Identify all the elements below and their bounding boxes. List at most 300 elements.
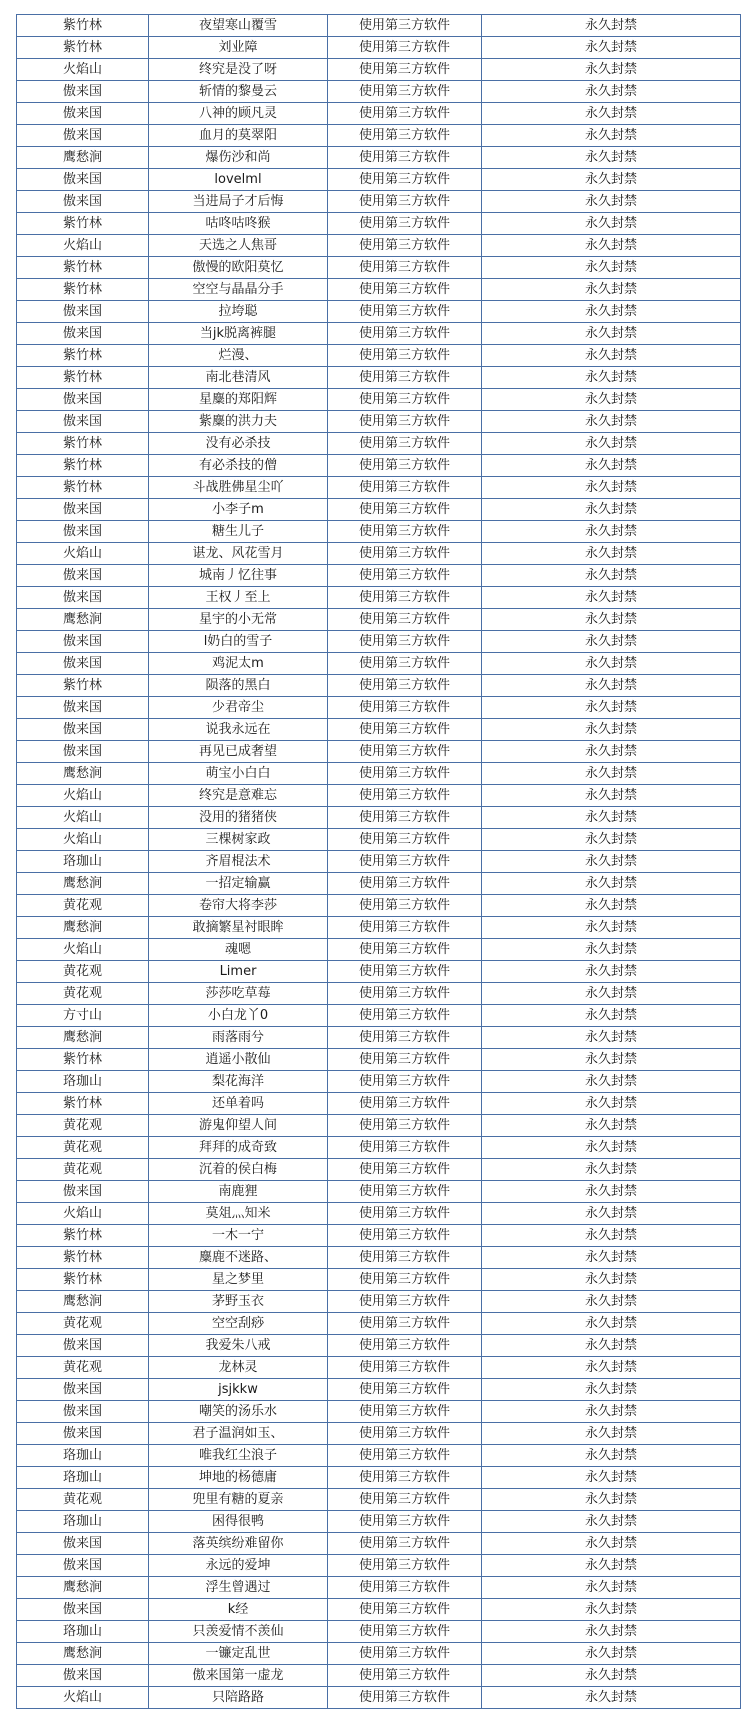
reason-cell: 使用第三方软件 bbox=[328, 1291, 482, 1313]
table-row bbox=[17, 763, 741, 785]
table-row bbox=[17, 1247, 741, 1269]
player-name-cell: 说我永远在 bbox=[149, 719, 328, 741]
penalty-cell: 永久封禁 bbox=[482, 917, 741, 939]
player-name-cell: 空空刮痧 bbox=[149, 1313, 328, 1335]
server-cell: 紫竹林 bbox=[17, 279, 149, 301]
reason-cell: 使用第三方软件 bbox=[328, 543, 482, 565]
server-cell: 傲来国 bbox=[17, 81, 149, 103]
penalty-cell: 永久封禁 bbox=[482, 1577, 741, 1599]
server-cell: 紫竹林 bbox=[17, 1049, 149, 1071]
player-name-cell: 一招定输赢 bbox=[149, 873, 328, 895]
player-name-cell: 一木一宁 bbox=[149, 1225, 328, 1247]
server-cell: 鹰愁涧 bbox=[17, 1577, 149, 1599]
table-row bbox=[17, 389, 741, 411]
player-name-cell: 没用的猪猪侠 bbox=[149, 807, 328, 829]
server-cell: 傲来国 bbox=[17, 103, 149, 125]
player-name-cell: 唯我红尘浪子 bbox=[149, 1445, 328, 1467]
table-row bbox=[17, 81, 741, 103]
server-cell: 鹰愁涧 bbox=[17, 1291, 149, 1313]
table-row bbox=[17, 1687, 741, 1709]
server-cell: 黄花观 bbox=[17, 1159, 149, 1181]
reason-cell: 使用第三方软件 bbox=[328, 1687, 482, 1709]
reason-cell: 使用第三方软件 bbox=[328, 1181, 482, 1203]
reason-cell: 使用第三方软件 bbox=[328, 477, 482, 499]
reason-cell: 使用第三方软件 bbox=[328, 653, 482, 675]
table-row bbox=[17, 1159, 741, 1181]
reason-cell: 使用第三方软件 bbox=[328, 1269, 482, 1291]
player-name-cell: 少君帝尘 bbox=[149, 697, 328, 719]
table-row bbox=[17, 1049, 741, 1071]
reason-cell: 使用第三方软件 bbox=[328, 1445, 482, 1467]
penalty-cell: 永久封禁 bbox=[482, 1181, 741, 1203]
server-cell: 鹰愁涧 bbox=[17, 1643, 149, 1665]
reason-cell: 使用第三方软件 bbox=[328, 1313, 482, 1335]
server-cell: 方寸山 bbox=[17, 1005, 149, 1027]
server-cell: 傲来国 bbox=[17, 125, 149, 147]
player-name-cell: 只陪路路 bbox=[149, 1687, 328, 1709]
player-name-cell: 游鬼仰望人间 bbox=[149, 1115, 328, 1137]
table-row bbox=[17, 565, 741, 587]
table-row bbox=[17, 1577, 741, 1599]
reason-cell: 使用第三方软件 bbox=[328, 895, 482, 917]
server-cell: 傲来国 bbox=[17, 1599, 149, 1621]
server-cell: 紫竹林 bbox=[17, 257, 149, 279]
player-name-cell: 浮生曾遇过 bbox=[149, 1577, 328, 1599]
penalty-cell: 永久封禁 bbox=[482, 1335, 741, 1357]
penalty-cell: 永久封禁 bbox=[482, 895, 741, 917]
penalty-cell: 永久封禁 bbox=[482, 851, 741, 873]
reason-cell: 使用第三方软件 bbox=[328, 37, 482, 59]
table-row bbox=[17, 1225, 741, 1247]
reason-cell: 使用第三方软件 bbox=[328, 1621, 482, 1643]
player-name-cell: 落英缤纷难留你 bbox=[149, 1533, 328, 1555]
player-name-cell: 嘲笑的汤乐水 bbox=[149, 1401, 328, 1423]
penalty-cell: 永久封禁 bbox=[482, 1599, 741, 1621]
penalty-cell: 永久封禁 bbox=[482, 1049, 741, 1071]
reason-cell: 使用第三方软件 bbox=[328, 1225, 482, 1247]
server-cell: 火焰山 bbox=[17, 543, 149, 565]
reason-cell: 使用第三方软件 bbox=[328, 1643, 482, 1665]
player-name-cell: 龙林灵 bbox=[149, 1357, 328, 1379]
table-row bbox=[17, 1115, 741, 1137]
server-cell: 鹰愁涧 bbox=[17, 609, 149, 631]
player-name-cell: 莫俎灬知米 bbox=[149, 1203, 328, 1225]
penalty-cell: 永久封禁 bbox=[482, 499, 741, 521]
table-row bbox=[17, 1181, 741, 1203]
penalty-cell: 永久封禁 bbox=[482, 1533, 741, 1555]
penalty-cell: 永久封禁 bbox=[482, 873, 741, 895]
reason-cell: 使用第三方软件 bbox=[328, 719, 482, 741]
player-name-cell: 三棵树家政 bbox=[149, 829, 328, 851]
server-cell: 紫竹林 bbox=[17, 1247, 149, 1269]
reason-cell: 使用第三方软件 bbox=[328, 1401, 482, 1423]
penalty-cell: 永久封禁 bbox=[482, 785, 741, 807]
player-name-cell: 沉着的侯白梅 bbox=[149, 1159, 328, 1181]
penalty-cell: 永久封禁 bbox=[482, 213, 741, 235]
penalty-cell: 永久封禁 bbox=[482, 345, 741, 367]
player-name-cell: 夜望寒山覆雪 bbox=[149, 15, 328, 37]
player-name-cell: 傲慢的欧阳莫忆 bbox=[149, 257, 328, 279]
player-name-cell: 茅野玉衣 bbox=[149, 1291, 328, 1313]
reason-cell: 使用第三方软件 bbox=[328, 807, 482, 829]
server-cell: 珞珈山 bbox=[17, 1511, 149, 1533]
table-row bbox=[17, 1335, 741, 1357]
penalty-cell: 永久封禁 bbox=[482, 1291, 741, 1313]
server-cell: 紫竹林 bbox=[17, 367, 149, 389]
reason-cell: 使用第三方软件 bbox=[328, 1379, 482, 1401]
reason-cell: 使用第三方软件 bbox=[328, 1049, 482, 1071]
table-row bbox=[17, 235, 741, 257]
player-name-cell: 王权丿至上 bbox=[149, 587, 328, 609]
reason-cell: 使用第三方软件 bbox=[328, 301, 482, 323]
reason-cell: 使用第三方软件 bbox=[328, 499, 482, 521]
penalty-cell: 永久封禁 bbox=[482, 631, 741, 653]
server-cell: 珞珈山 bbox=[17, 1071, 149, 1093]
server-cell: 鹰愁涧 bbox=[17, 873, 149, 895]
table-row bbox=[17, 1071, 741, 1093]
table-row bbox=[17, 433, 741, 455]
player-name-cell: 没有必杀技 bbox=[149, 433, 328, 455]
penalty-cell: 永久封禁 bbox=[482, 235, 741, 257]
server-cell: 傲来国 bbox=[17, 1665, 149, 1687]
penalty-cell: 永久封禁 bbox=[482, 1643, 741, 1665]
reason-cell: 使用第三方软件 bbox=[328, 213, 482, 235]
penalty-cell: 永久封禁 bbox=[482, 1093, 741, 1115]
server-cell: 紫竹林 bbox=[17, 675, 149, 697]
table-row bbox=[17, 1665, 741, 1687]
table-row bbox=[17, 1401, 741, 1423]
reason-cell: 使用第三方软件 bbox=[328, 345, 482, 367]
server-cell: 珞珈山 bbox=[17, 851, 149, 873]
player-name-cell: 永远的爱坤 bbox=[149, 1555, 328, 1577]
table-row bbox=[17, 477, 741, 499]
penalty-cell: 永久封禁 bbox=[482, 257, 741, 279]
table-row bbox=[17, 279, 741, 301]
server-cell: 火焰山 bbox=[17, 785, 149, 807]
server-cell: 黄花观 bbox=[17, 895, 149, 917]
penalty-cell: 永久封禁 bbox=[482, 455, 741, 477]
player-name-cell: 终究是没了呀 bbox=[149, 59, 328, 81]
server-cell: 黄花观 bbox=[17, 1489, 149, 1511]
reason-cell: 使用第三方软件 bbox=[328, 1005, 482, 1027]
table-row bbox=[17, 213, 741, 235]
reason-cell: 使用第三方软件 bbox=[328, 1159, 482, 1181]
server-cell: 紫竹林 bbox=[17, 477, 149, 499]
server-cell: 傲来国 bbox=[17, 169, 149, 191]
penalty-cell: 永久封禁 bbox=[482, 1401, 741, 1423]
server-cell: 傲来国 bbox=[17, 653, 149, 675]
table-row bbox=[17, 59, 741, 81]
table-row bbox=[17, 169, 741, 191]
reason-cell: 使用第三方软件 bbox=[328, 1489, 482, 1511]
table-row bbox=[17, 653, 741, 675]
server-cell: 黄花观 bbox=[17, 1313, 149, 1335]
player-name-cell: 魂嗯 bbox=[149, 939, 328, 961]
table-row bbox=[17, 829, 741, 851]
reason-cell: 使用第三方软件 bbox=[328, 191, 482, 213]
server-cell: 珞珈山 bbox=[17, 1621, 149, 1643]
reason-cell: 使用第三方软件 bbox=[328, 565, 482, 587]
table-row bbox=[17, 917, 741, 939]
server-cell: 傲来国 bbox=[17, 521, 149, 543]
penalty-cell: 永久封禁 bbox=[482, 389, 741, 411]
penalty-cell: 永久封禁 bbox=[482, 15, 741, 37]
player-name-cell: 坤地的杨德庸 bbox=[149, 1467, 328, 1489]
penalty-cell: 永久封禁 bbox=[482, 939, 741, 961]
reason-cell: 使用第三方软件 bbox=[328, 1555, 482, 1577]
table-row bbox=[17, 1555, 741, 1577]
player-name-cell: 只羡爱情不羡仙 bbox=[149, 1621, 328, 1643]
server-cell: 傲来国 bbox=[17, 389, 149, 411]
penalty-cell: 永久封禁 bbox=[482, 1687, 741, 1709]
player-name-cell: 空空与晶晶分手 bbox=[149, 279, 328, 301]
reason-cell: 使用第三方软件 bbox=[328, 697, 482, 719]
server-cell: 傲来国 bbox=[17, 301, 149, 323]
penalty-cell: 永久封禁 bbox=[482, 1005, 741, 1027]
reason-cell: 使用第三方软件 bbox=[328, 125, 482, 147]
player-name-cell: 八神的顾凡灵 bbox=[149, 103, 328, 125]
table-row bbox=[17, 741, 741, 763]
server-cell: 火焰山 bbox=[17, 1203, 149, 1225]
penalty-cell: 永久封禁 bbox=[482, 741, 741, 763]
player-name-cell: 血月的莫翠阳 bbox=[149, 125, 328, 147]
penalty-cell: 永久封禁 bbox=[482, 411, 741, 433]
server-cell: 黄花观 bbox=[17, 1357, 149, 1379]
server-cell: 傲来国 bbox=[17, 565, 149, 587]
player-name-cell: 逍遥小散仙 bbox=[149, 1049, 328, 1071]
penalty-cell: 永久封禁 bbox=[482, 565, 741, 587]
server-cell: 火焰山 bbox=[17, 235, 149, 257]
server-cell: 傲来国 bbox=[17, 1533, 149, 1555]
table-row bbox=[17, 499, 741, 521]
server-cell: 紫竹林 bbox=[17, 15, 149, 37]
penalty-cell: 永久封禁 bbox=[482, 147, 741, 169]
penalty-cell: 永久封禁 bbox=[482, 521, 741, 543]
reason-cell: 使用第三方软件 bbox=[328, 455, 482, 477]
player-name-cell: 小李子m bbox=[149, 499, 328, 521]
table-row bbox=[17, 587, 741, 609]
server-cell: 黄花观 bbox=[17, 1115, 149, 1137]
penalty-cell: 永久封禁 bbox=[482, 169, 741, 191]
penalty-cell: 永久封禁 bbox=[482, 763, 741, 785]
player-name-cell: 终究是意难忘 bbox=[149, 785, 328, 807]
reason-cell: 使用第三方软件 bbox=[328, 279, 482, 301]
server-cell: 傲来国 bbox=[17, 1423, 149, 1445]
player-name-cell: 我爱朱八戒 bbox=[149, 1335, 328, 1357]
penalty-cell: 永久封禁 bbox=[482, 1379, 741, 1401]
table-row bbox=[17, 1621, 741, 1643]
reason-cell: 使用第三方软件 bbox=[328, 829, 482, 851]
table-row bbox=[17, 37, 741, 59]
server-cell: 傲来国 bbox=[17, 697, 149, 719]
penalty-cell: 永久封禁 bbox=[482, 1467, 741, 1489]
table-row bbox=[17, 1599, 741, 1621]
player-name-cell: 烂漫、 bbox=[149, 345, 328, 367]
penalty-cell: 永久封禁 bbox=[482, 477, 741, 499]
server-cell: 黄花观 bbox=[17, 1137, 149, 1159]
reason-cell: 使用第三方软件 bbox=[328, 323, 482, 345]
server-cell: 鹰愁涧 bbox=[17, 763, 149, 785]
penalty-cell: 永久封禁 bbox=[482, 1071, 741, 1093]
penalty-cell: 永久封禁 bbox=[482, 1247, 741, 1269]
penalty-cell: 永久封禁 bbox=[482, 323, 741, 345]
penalty-cell: 永久封禁 bbox=[482, 279, 741, 301]
server-cell: 傲来国 bbox=[17, 1379, 149, 1401]
penalty-cell: 永久封禁 bbox=[482, 1203, 741, 1225]
player-name-cell: k经 bbox=[149, 1599, 328, 1621]
server-cell: 黄花观 bbox=[17, 961, 149, 983]
penalty-cell: 永久封禁 bbox=[482, 807, 741, 829]
table-row bbox=[17, 15, 741, 37]
penalty-cell: 永久封禁 bbox=[482, 1621, 741, 1643]
reason-cell: 使用第三方软件 bbox=[328, 1577, 482, 1599]
table-row bbox=[17, 851, 741, 873]
penalty-cell: 永久封禁 bbox=[482, 1555, 741, 1577]
player-name-cell: 鸡泥太m bbox=[149, 653, 328, 675]
table-row bbox=[17, 1137, 741, 1159]
penalty-cell: 永久封禁 bbox=[482, 367, 741, 389]
penalty-cell: 永久封禁 bbox=[482, 103, 741, 125]
player-name-cell: 斗战胜佛星尘吖 bbox=[149, 477, 328, 499]
player-name-cell: lovelml bbox=[149, 169, 328, 191]
table-row bbox=[17, 961, 741, 983]
reason-cell: 使用第三方软件 bbox=[328, 961, 482, 983]
player-name-cell: 一镰定乱世 bbox=[149, 1643, 328, 1665]
server-cell: 傲来国 bbox=[17, 1401, 149, 1423]
ban-list-table bbox=[16, 14, 741, 1709]
reason-cell: 使用第三方软件 bbox=[328, 15, 482, 37]
server-cell: 傲来国 bbox=[17, 1181, 149, 1203]
reason-cell: 使用第三方软件 bbox=[328, 521, 482, 543]
penalty-cell: 永久封禁 bbox=[482, 1511, 741, 1533]
player-name-cell: 天选之人焦哥 bbox=[149, 235, 328, 257]
reason-cell: 使用第三方软件 bbox=[328, 1665, 482, 1687]
table-row bbox=[17, 983, 741, 1005]
table-row bbox=[17, 873, 741, 895]
server-cell: 火焰山 bbox=[17, 59, 149, 81]
penalty-cell: 永久封禁 bbox=[482, 587, 741, 609]
server-cell: 傲来国 bbox=[17, 191, 149, 213]
player-name-cell: 谌龙、风花雪月 bbox=[149, 543, 328, 565]
player-name-cell: 有必杀技的僧 bbox=[149, 455, 328, 477]
player-name-cell: 萌宝小白白 bbox=[149, 763, 328, 785]
table-row bbox=[17, 1093, 741, 1115]
reason-cell: 使用第三方软件 bbox=[328, 873, 482, 895]
server-cell: 火焰山 bbox=[17, 939, 149, 961]
reason-cell: 使用第三方软件 bbox=[328, 785, 482, 807]
server-cell: 紫竹林 bbox=[17, 37, 149, 59]
table-row bbox=[17, 125, 741, 147]
player-name-cell: 敢摘繁星衬眼眸 bbox=[149, 917, 328, 939]
table-row bbox=[17, 323, 741, 345]
server-cell: 火焰山 bbox=[17, 829, 149, 851]
player-name-cell: 拜拜的成奇致 bbox=[149, 1137, 328, 1159]
player-name-cell: 卷帘大将李莎 bbox=[149, 895, 328, 917]
player-name-cell: 麋鹿不迷路、 bbox=[149, 1247, 328, 1269]
player-name-cell: 陨落的黑白 bbox=[149, 675, 328, 697]
reason-cell: 使用第三方软件 bbox=[328, 1467, 482, 1489]
reason-cell: 使用第三方软件 bbox=[328, 631, 482, 653]
reason-cell: 使用第三方软件 bbox=[328, 1027, 482, 1049]
player-name-cell: 齐眉棍法术 bbox=[149, 851, 328, 873]
table-row bbox=[17, 697, 741, 719]
penalty-cell: 永久封禁 bbox=[482, 1313, 741, 1335]
table-row bbox=[17, 1511, 741, 1533]
reason-cell: 使用第三方软件 bbox=[328, 1533, 482, 1555]
server-cell: 鹰愁涧 bbox=[17, 147, 149, 169]
server-cell: 傲来国 bbox=[17, 411, 149, 433]
player-name-cell: 刘业障 bbox=[149, 37, 328, 59]
server-cell: 傲来国 bbox=[17, 587, 149, 609]
server-cell: 紫竹林 bbox=[17, 213, 149, 235]
server-cell: 傲来国 bbox=[17, 1555, 149, 1577]
penalty-cell: 永久封禁 bbox=[482, 59, 741, 81]
table-row bbox=[17, 367, 741, 389]
server-cell: 傲来国 bbox=[17, 323, 149, 345]
player-name-cell: 小白龙丫0 bbox=[149, 1005, 328, 1027]
player-name-cell: 星麋的郑阳辉 bbox=[149, 389, 328, 411]
penalty-cell: 永久封禁 bbox=[482, 1445, 741, 1467]
penalty-cell: 永久封禁 bbox=[482, 301, 741, 323]
penalty-cell: 永久封禁 bbox=[482, 1115, 741, 1137]
reason-cell: 使用第三方软件 bbox=[328, 1071, 482, 1093]
player-name-cell: 城南丿忆往事 bbox=[149, 565, 328, 587]
server-cell: 傲来国 bbox=[17, 499, 149, 521]
player-name-cell: 南北巷清风 bbox=[149, 367, 328, 389]
reason-cell: 使用第三方软件 bbox=[328, 587, 482, 609]
table-row bbox=[17, 345, 741, 367]
reason-cell: 使用第三方软件 bbox=[328, 169, 482, 191]
reason-cell: 使用第三方软件 bbox=[328, 609, 482, 631]
reason-cell: 使用第三方软件 bbox=[328, 1335, 482, 1357]
table-row bbox=[17, 191, 741, 213]
player-name-cell: 梨花海洋 bbox=[149, 1071, 328, 1093]
server-cell: 黄花观 bbox=[17, 983, 149, 1005]
reason-cell: 使用第三方软件 bbox=[328, 1137, 482, 1159]
server-cell: 紫竹林 bbox=[17, 345, 149, 367]
penalty-cell: 永久封禁 bbox=[482, 983, 741, 1005]
penalty-cell: 永久封禁 bbox=[482, 1137, 741, 1159]
server-cell: 紫竹林 bbox=[17, 1225, 149, 1247]
server-cell: 鹰愁涧 bbox=[17, 917, 149, 939]
reason-cell: 使用第三方软件 bbox=[328, 433, 482, 455]
penalty-cell: 永久封禁 bbox=[482, 433, 741, 455]
player-name-cell: 莎莎吃草莓 bbox=[149, 983, 328, 1005]
player-name-cell: 南鹿狸 bbox=[149, 1181, 328, 1203]
server-cell: 火焰山 bbox=[17, 807, 149, 829]
player-name-cell: 君子温润如玉、 bbox=[149, 1423, 328, 1445]
player-name-cell: 兜里有糖的夏亲 bbox=[149, 1489, 328, 1511]
reason-cell: 使用第三方软件 bbox=[328, 763, 482, 785]
server-cell: 傲来国 bbox=[17, 741, 149, 763]
penalty-cell: 永久封禁 bbox=[482, 609, 741, 631]
reason-cell: 使用第三方软件 bbox=[328, 235, 482, 257]
reason-cell: 使用第三方软件 bbox=[328, 939, 482, 961]
table-row bbox=[17, 455, 741, 477]
table-row bbox=[17, 1423, 741, 1445]
table-row bbox=[17, 1533, 741, 1555]
table-row bbox=[17, 807, 741, 829]
table-row bbox=[17, 1269, 741, 1291]
ban-list-body bbox=[17, 15, 741, 1709]
table-row bbox=[17, 543, 741, 565]
server-cell: 傲来国 bbox=[17, 631, 149, 653]
penalty-cell: 永久封禁 bbox=[482, 697, 741, 719]
reason-cell: 使用第三方软件 bbox=[328, 1423, 482, 1445]
table-row bbox=[17, 719, 741, 741]
penalty-cell: 永久封禁 bbox=[482, 1357, 741, 1379]
penalty-cell: 永久封禁 bbox=[482, 81, 741, 103]
